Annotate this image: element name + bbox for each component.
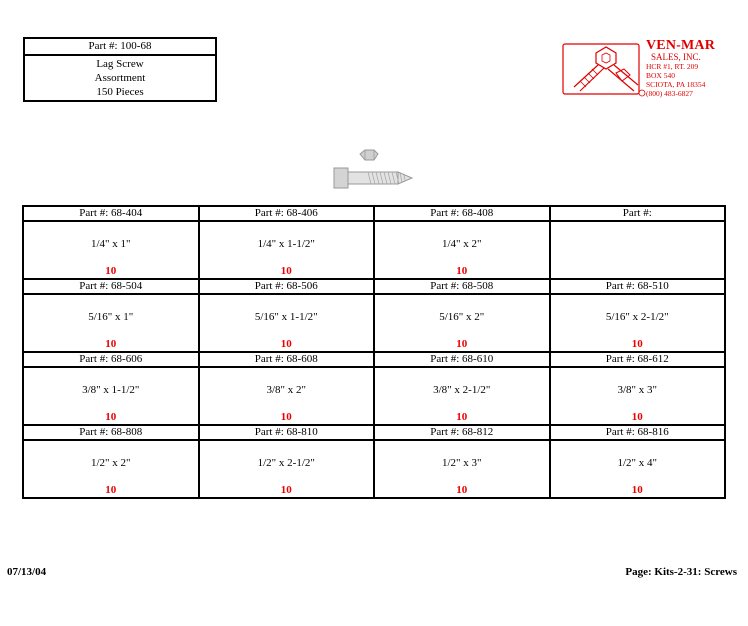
- cell-body: [200, 222, 374, 278]
- cell-body: [375, 441, 549, 497]
- cell-body: [551, 368, 725, 424]
- address-line: (800) 483-6827: [646, 89, 693, 98]
- address-line: SCIOTA, PA 18354: [646, 80, 706, 89]
- cell-quantity: 10: [280, 411, 292, 423]
- cell-body: [200, 441, 374, 497]
- cell-size: 1/2" x 4": [617, 457, 658, 469]
- cell-size: 1/2" x 2-1/2": [257, 457, 315, 469]
- company-name: VEN-MAR: [646, 38, 716, 53]
- cell-part-number: Part #: 68-812: [375, 426, 549, 441]
- cell-size: 3/8" x 2": [266, 384, 307, 396]
- cell-body: [551, 295, 725, 351]
- footer-date: 07/13/04: [7, 566, 47, 578]
- description-line: Assortment: [94, 72, 146, 84]
- cell-size: 1/4" x 1": [90, 238, 131, 250]
- cell-quantity: 10: [105, 484, 117, 496]
- cell-body: [24, 295, 198, 351]
- cell-part-number: Part #: 68-610: [375, 353, 549, 368]
- cell-part-number: Part #: 68-408: [375, 207, 549, 222]
- address-line: BOX 540: [646, 71, 675, 80]
- cell-quantity: 10: [631, 484, 643, 496]
- cell-part-number: Part #:: [551, 207, 725, 222]
- footer-page-label: Page: Kits-2-31: Screws: [625, 566, 737, 578]
- cell-part-number: Part #: 68-506: [200, 280, 374, 295]
- cell-size: 5/16" x 2-1/2": [605, 311, 669, 323]
- cell-quantity: 10: [105, 411, 117, 423]
- cell-part-number: Part #: 68-510: [551, 280, 725, 295]
- table-row: [23, 352, 725, 425]
- part-cell: [199, 425, 375, 498]
- cell-size: 1/2" x 3": [441, 457, 482, 469]
- cell-size: 3/8" x 1-1/2": [82, 384, 140, 396]
- cell-body: [24, 222, 198, 278]
- cell-part-number: Part #: 68-608: [200, 353, 374, 368]
- cell-part-number: Part #: 68-810: [200, 426, 374, 441]
- part-cell: [374, 425, 550, 498]
- cell-size: 5/16" x 1-1/2": [254, 311, 318, 323]
- cell-part-number: Part #: 68-508: [375, 280, 549, 295]
- part-info-box: [23, 37, 217, 102]
- cell-quantity: 10: [280, 265, 292, 277]
- cell-quantity: 10: [105, 338, 117, 350]
- cell-body: [551, 441, 725, 497]
- cell-size: 5/16" x 1": [88, 311, 134, 323]
- cell-part-number: Part #: 68-406: [200, 207, 374, 222]
- cell-part-number: Part #: 68-808: [24, 426, 198, 441]
- cell-size: 3/8" x 2-1/2": [433, 384, 491, 396]
- cell-body: [200, 295, 374, 351]
- cell-quantity: 10: [280, 484, 292, 496]
- cell-part-number: Part #: 68-504: [24, 280, 198, 295]
- cell-body: [375, 368, 549, 424]
- table-row: [23, 425, 725, 498]
- cell-part-number: Part #: 68-606: [24, 353, 198, 368]
- cell-part-number: Part #: 68-612: [551, 353, 725, 368]
- cell-body: [375, 222, 549, 278]
- company-logo: [562, 38, 742, 98]
- cell-size: 3/8" x 3": [617, 384, 658, 396]
- cell-quantity: 10: [456, 265, 468, 277]
- cell-quantity: 10: [456, 338, 468, 350]
- cell-quantity: 10: [456, 484, 468, 496]
- part-cell: [550, 206, 726, 279]
- bolt-logo-icon: [562, 43, 646, 97]
- table-row: [23, 279, 725, 352]
- cell-size: 1/4" x 1-1/2": [257, 238, 315, 250]
- cell-body: [200, 368, 374, 424]
- part-cell: [550, 425, 726, 498]
- lag-screw-icon: [332, 148, 416, 190]
- part-cell: [23, 352, 199, 425]
- part-cell: [374, 206, 550, 279]
- part-cell: [23, 279, 199, 352]
- cell-body: [24, 441, 198, 497]
- cell-quantity: 10: [280, 338, 292, 350]
- cell-body: [24, 368, 198, 424]
- part-cell: [23, 425, 199, 498]
- cell-part-number: Part #: 68-404: [24, 207, 198, 222]
- cell-size: 5/16" x 2": [439, 311, 485, 323]
- cell-quantity: 10: [456, 411, 468, 423]
- cell-part-number: Part #: 68-816: [551, 426, 725, 441]
- part-description: [25, 56, 215, 100]
- address-line: HCR #1, RT. 209: [646, 62, 699, 71]
- part-number: Part #: 100-68: [25, 39, 215, 56]
- part-cell: [23, 206, 199, 279]
- description-line: Lag Screw: [96, 58, 144, 70]
- cell-size: 1/4" x 2": [441, 238, 482, 250]
- part-cell: [374, 279, 550, 352]
- cell-quantity: 10: [631, 411, 643, 423]
- part-cell: [550, 279, 726, 352]
- cell-body: [551, 222, 725, 278]
- part-cell: [374, 352, 550, 425]
- company-address: [646, 62, 705, 98]
- cell-body: [375, 295, 549, 351]
- part-cell: [199, 206, 375, 279]
- cell-size: 1/2" x 2": [90, 457, 131, 469]
- cell-quantity: 10: [631, 338, 643, 350]
- description-line: 150 Pieces: [96, 86, 144, 98]
- table-row: [23, 206, 725, 279]
- part-cell: [199, 279, 375, 352]
- company-subtitle: SALES, INC.: [651, 52, 701, 62]
- cell-quantity: 10: [105, 265, 117, 277]
- part-cell: [199, 352, 375, 425]
- part-cell: [550, 352, 726, 425]
- parts-grid: [22, 205, 726, 499]
